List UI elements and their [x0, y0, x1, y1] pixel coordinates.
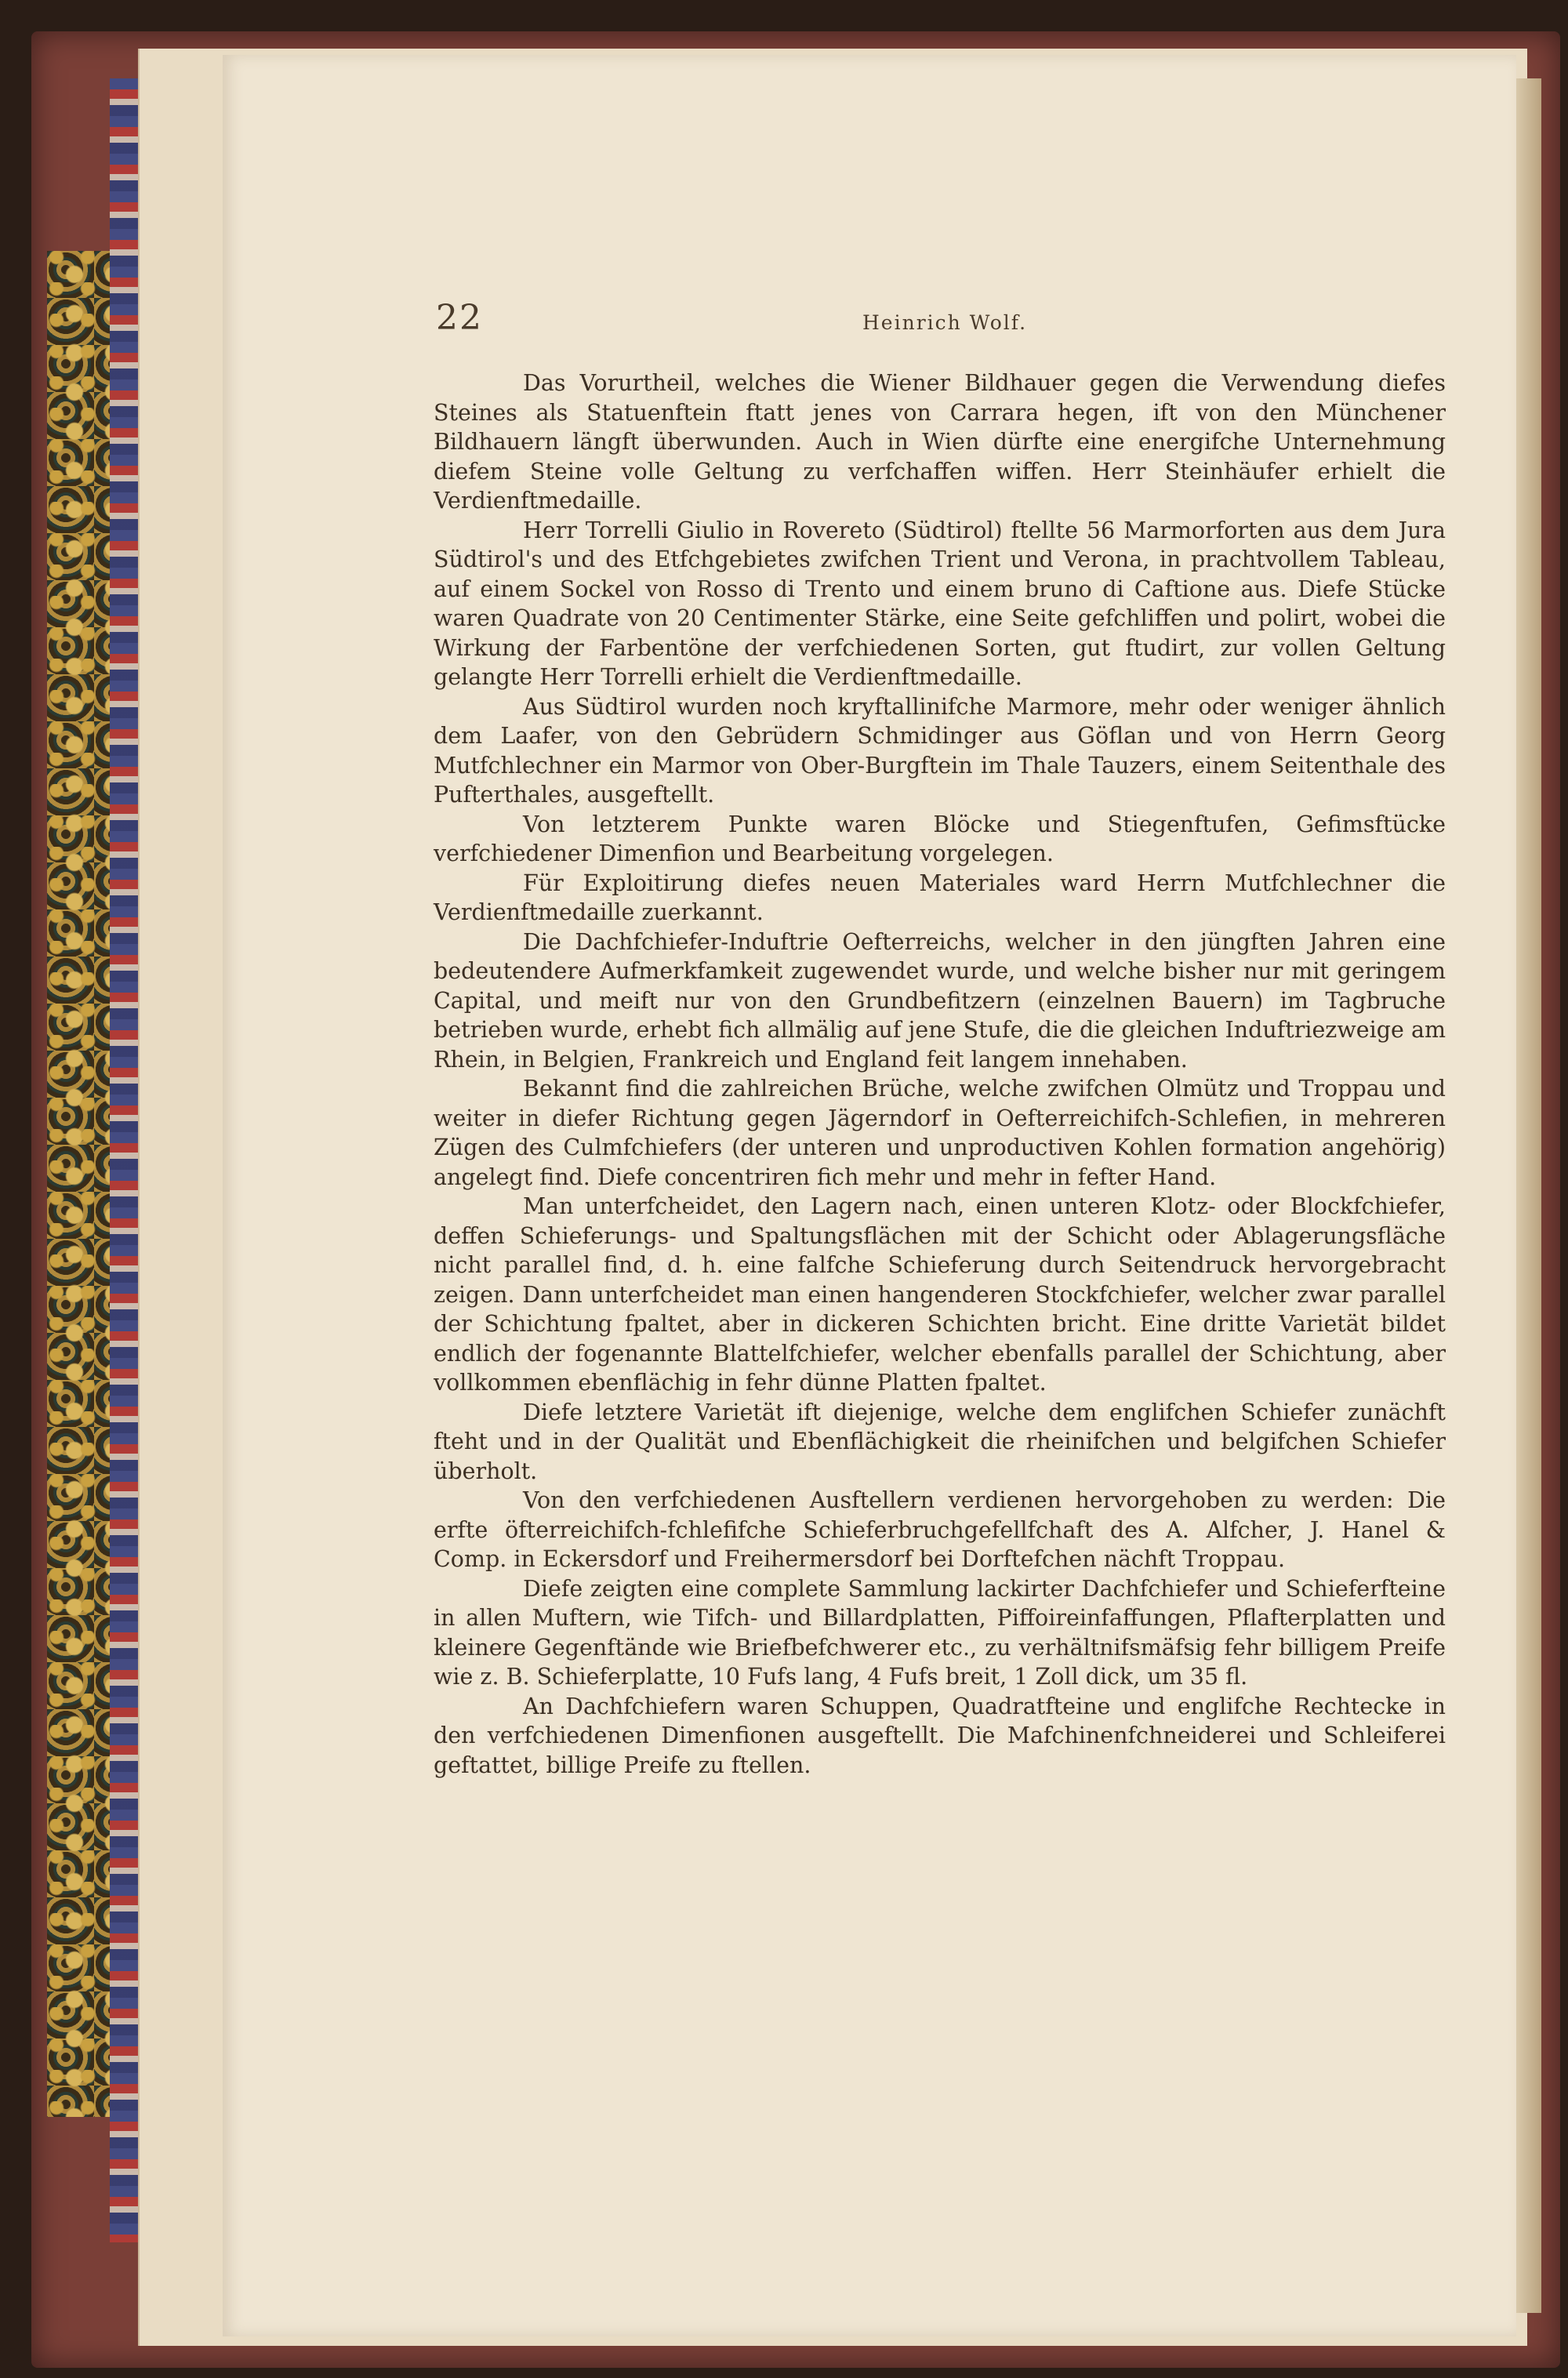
page-number: 22: [436, 298, 483, 338]
running-head: Heinrich Wolf.: [862, 311, 1028, 334]
paragraph: Das Vorurtheil, welches die Wiener Bildhauer gegen die Verwendung diefes Steines als Statuenftein ftatt jenes von Carrara hegen, ift von den Münchener Bildhauern längft überwunden. Auch in Wien dürfte eine energifche Unternehmung diefem Steine volle Geltung zu verfchaffen wiffen. Herr Steinhäufer erhielt die Verdienftmedaille.: [434, 370, 1446, 514]
paragraph: Herr Torrelli Giulio in Rovereto (Südtirol) ftellte 56 Marmorforten aus dem Jura Südtirol's und des Etfchgebietes zwifchen Trient und Verona, in prachtvollem Tableau, auf einem Sockel von Rosso di Trento und einem bruno di Caftione aus. Diefe Stücke waren Quadrate von 20 Centimenter Stärke, eine Seite gefchliffen und polirt, wobei die Wirkung der Farbentöne der verfchiedenen Sorten, gut ftudirt, zur vollen Geltung gelangte Herr Torrelli erhielt die Verdienftmedaille.: [434, 517, 1446, 690]
paragraph: Für Exploitirung diefes neuen Materiales ward Herrn Mutfchlechner die Verdienftmedaille zuerkannt.: [434, 870, 1446, 925]
paragraph: Man unterfcheidet, den Lagern nach, einen unteren Klotz- oder Blockfchiefer, deffen Schieferungs- und Spaltungsflächen mit der Schicht oder Ablagerungsfläche nicht parallel find, d. h. eine falfche Schieferung durch Seitendruck hervorgebracht zeigen. Dann unterfcheidet man einen hangenderen Stockfchiefer, welcher zwar parallel der Schichtung fpaltet, aber in dickeren Schichten bricht. Eine dritte Varietät bildet endlich der fogenannte Blattelfchiefer, welcher ebenfalls parallel der Schichtung, aber vollkommen ebenflächig in fehr dünne Platten fpaltet.: [434, 1193, 1446, 1396]
paragraph: Bekannt find die zahlreichen Brüche, welche zwifchen Olmütz und Troppau und weiter in diefer Richtung gegen Jägerndorf in Oefterreichifch-Schlefien, in mehreren Zügen des Culmfchiefers (der unteren und unproductiven Kohlen formation angehörig) angelegt find. Diefe concentriren fich mehr und mehr in fefter Hand.: [434, 1076, 1446, 1190]
paragraph: Die Dachfchiefer-Induftrie Oefterreichs, welcher in den jüngften Jahren eine bedeutendere Aufmerkfamkeit zugewendet wurde, und welche bisher nur mit geringem Capital, und meift nur von den Grundbefitzern (einzelnen Bauern) im Tagbruche betrieben wurde, erhebt fich allmälig auf jene Stufe, die die gleichen Induftriezweige am Rhein, in Belgien, Frankreich und England feit langem innehaben.: [434, 928, 1446, 1073]
page-edges-right: [1516, 78, 1541, 2313]
body-text: [434, 368, 1446, 1780]
paragraph: Von den verfchiedenen Ausftellern verdienen hervorgehoben zu werden: Die erfte öfterreichifch-fchlefifche Schieferbruchgefellfchaft des A. Alfcher, J. Hanel & Comp. in Eckersdorf und Freihermersdorf bei Dorftefchen nächft Troppau.: [434, 1487, 1446, 1572]
marbled-endpaper: [47, 251, 110, 2117]
paragraph: Aus Südtirol wurden noch kryftallinifche Marmore, mehr oder weniger ähnlich dem Laafer, von den Gebrüdern Schmidinger aus Göflan und von Herrn Georg Mutfchlechner ein Marmor von Ober-Burgftein im Thale Tauzers, einem Seitenthale des Pufterthales, ausgeftellt.: [434, 693, 1446, 808]
paragraph: An Dachfchiefern waren Schuppen, Quadratfteine und englifche Rechtecke in den verfchiedenen Dimenfionen ausgeftellt. Die Mafchinenfchneiderei und Schleiferei geftattet, billige Preife zu ftellen.: [434, 1693, 1446, 1778]
paragraph: Von letzterem Punkte waren Blöcke und Stiegenftufen, Gefimsftücke verfchiedener Dimenfion und Bearbeitung vorgelegen.: [434, 811, 1446, 866]
marbled-page-edge: [110, 78, 141, 2242]
paragraph: Diefe letztere Varietät ift diejenige, welche dem englifchen Schiefer zunächft fteht und in der Qualität und Ebenflächigkeit die rheinifchen und belgifchen Schiefer überholt.: [434, 1399, 1446, 1484]
paragraph: Diefe zeigten eine complete Sammlung lackirter Dachfchiefer und Schieferfteine in allen Muftern, wie Tifch- und Billardplatten, Piffoireinfaffungen, Pflafterplatten und kleinere Gegenftände wie Briefbefchwerer etc., zu verhältnifsmäfsig fehr billigem Preife wie z. B. Schieferplatte, 10 Fufs lang, 4 Fufs breit, 1 Zoll dick, um 35 fl.: [434, 1575, 1446, 1690]
